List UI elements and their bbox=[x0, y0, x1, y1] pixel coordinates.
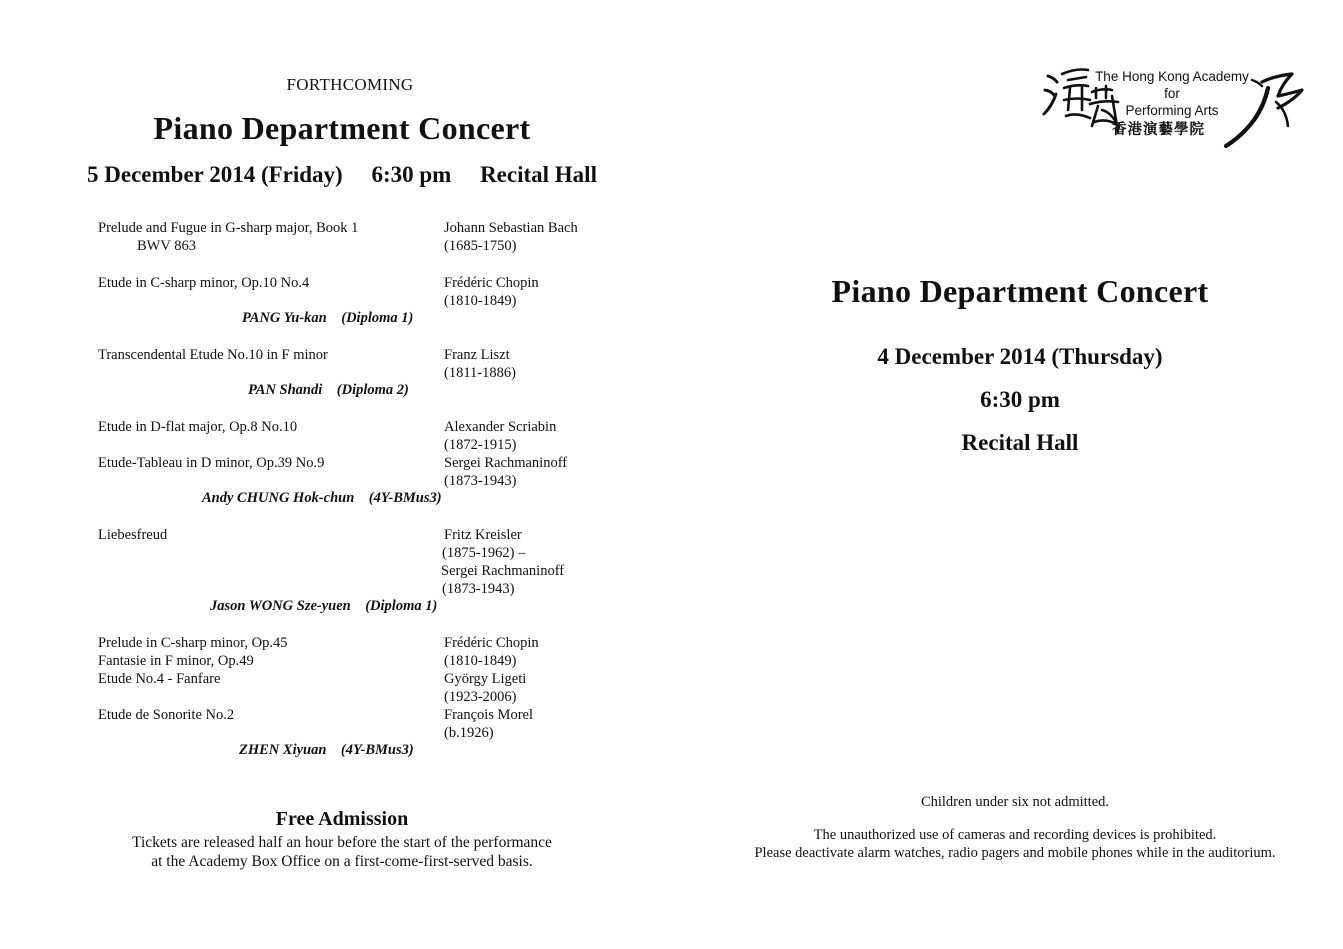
composer-dates: (1810-1849) bbox=[444, 293, 517, 309]
composer-dates: (1685-1750) bbox=[444, 238, 517, 254]
admission-info bbox=[60, 833, 624, 871]
piece-title: Etude in D-flat major, Op.8 No.10 bbox=[98, 419, 298, 435]
composer-dates: (1873-1943) bbox=[442, 581, 515, 597]
composer-dates: (1923-2006) bbox=[444, 689, 517, 705]
composer-name: François Morel bbox=[444, 707, 533, 723]
forthcoming-label: FORTHCOMING bbox=[286, 75, 414, 94]
performer: Jason WONG Sze-yuen (Diploma 1) bbox=[210, 598, 438, 614]
composer-name: Sergei Rachmaninoff bbox=[444, 455, 568, 471]
composer-name: Frédéric Chopin bbox=[444, 635, 539, 651]
composer-name: Johann Sebastian Bach bbox=[444, 220, 578, 236]
piece-title: Prelude and Fugue in G-sharp major, Book 1 bbox=[98, 220, 359, 236]
cover-title: Piano Department Concert bbox=[831, 273, 1209, 309]
cover-venue: Recital Hall bbox=[961, 430, 1079, 455]
composer-dates: (1875-1962) – bbox=[442, 545, 526, 561]
piece-title: Etude in C-sharp minor, Op.10 No.4 bbox=[98, 275, 310, 291]
composer-dates: (1811-1886) bbox=[444, 365, 516, 381]
composer-dates: (1873-1943) bbox=[444, 473, 517, 489]
logo-line: The Hong Kong Academy bbox=[1095, 69, 1249, 84]
piece-title: Fantasie in F minor, Op.49 bbox=[98, 653, 254, 669]
logo-line: Performing Arts bbox=[1125, 103, 1219, 118]
composer-name: Fritz Kreisler bbox=[444, 527, 522, 543]
cover-date: 4 December 2014 (Thursday) bbox=[877, 344, 1163, 369]
notice-cameras: The unauthorized use of cameras and recording devices is prohibited. bbox=[813, 827, 1217, 843]
free-admission-title: Free Admission bbox=[275, 808, 409, 830]
composer-dates: (1810-1849) bbox=[444, 653, 517, 669]
piece-title: Etude No.4 - Fanfare bbox=[98, 671, 221, 687]
composer-name: Frédéric Chopin bbox=[444, 275, 539, 291]
admission-line: at the Academy Box Office on a first-come-first-served basis. bbox=[151, 853, 533, 870]
piece-title: Etude-Tableau in D minor, Op.39 No.9 bbox=[98, 455, 325, 471]
concert-date-line: 5 December 2014 (Friday) 6:30 pm Recital Hall bbox=[87, 162, 597, 187]
composer-name: Sergei Rachmaninoff bbox=[441, 563, 565, 579]
logo-english-text bbox=[1094, 68, 1250, 119]
admission-line: Tickets are released half an hour before the start of the performance bbox=[132, 834, 552, 851]
performer: PANG Yu-kan (Diploma 1) bbox=[242, 310, 414, 326]
piece-title: Transcendental Etude No.10 in F minor bbox=[98, 347, 328, 363]
cover-time: 6:30 pm bbox=[980, 387, 1060, 412]
performer: ZHEN Xiyuan (4Y-BMus3) bbox=[239, 742, 414, 758]
performer: Andy CHUNG Hok-chun (4Y-BMus3) bbox=[202, 490, 442, 506]
notice-phones: Please deactivate alarm watches, radio pagers and mobile phones while in the auditorium. bbox=[754, 845, 1276, 861]
logo-line: for bbox=[1164, 86, 1180, 101]
composer-name: Franz Liszt bbox=[444, 347, 510, 363]
logo-chinese-text: 香港演藝學院 bbox=[1112, 122, 1205, 138]
piece-title: Liebesfreud bbox=[98, 527, 168, 543]
composer-dates: (1872-1915) bbox=[444, 437, 517, 453]
performer: PAN Shandi (Diploma 2) bbox=[248, 382, 409, 398]
composer-name: György Ligeti bbox=[444, 671, 527, 687]
notice-children: Children under six not admitted. bbox=[920, 794, 1110, 810]
composer-dates: (b.1926) bbox=[444, 725, 494, 741]
composer-name: Alexander Scriabin bbox=[444, 419, 557, 435]
piece-title: Prelude in C-sharp minor, Op.45 bbox=[98, 635, 288, 651]
piece-catalogue: BWV 863 bbox=[137, 238, 196, 254]
page-title: Piano Department Concert bbox=[153, 110, 531, 146]
piece-title: Etude de Sonorite No.2 bbox=[98, 707, 235, 723]
